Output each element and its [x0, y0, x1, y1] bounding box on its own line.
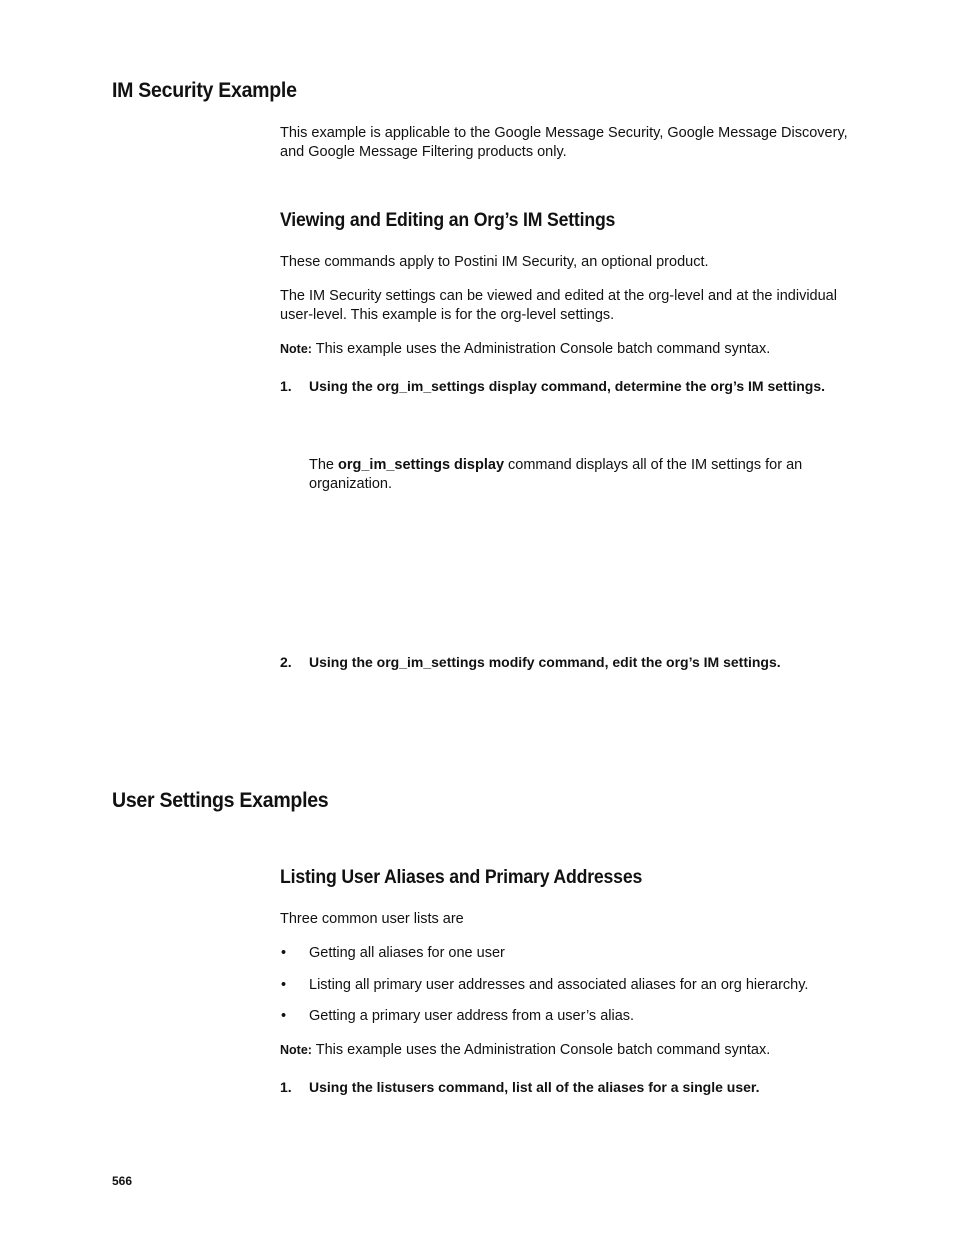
im-para-1: These commands apply to Postini IM Security, an optional product.	[280, 254, 709, 270]
step-text: Using the org_im_settings modify command, edit the org’s IM settings.	[309, 654, 781, 670]
note-text: This example uses the Administration Console batch command syntax.	[311, 1042, 771, 1058]
im-step-2	[280, 653, 850, 673]
page-number: 566	[112, 1174, 133, 1188]
list-item	[280, 976, 860, 996]
user-note	[280, 1041, 850, 1060]
desc-pre: The	[309, 457, 339, 473]
user-step-1	[280, 1078, 850, 1098]
im-step-1	[280, 377, 850, 417]
bullet-icon: •	[281, 1008, 287, 1024]
step-number: 1.	[280, 378, 292, 394]
list-item-text: Getting all aliases for one user	[309, 945, 505, 961]
list-item	[280, 1007, 860, 1027]
desc-post: command displays all of the IM settings for an organization.	[309, 457, 803, 492]
im-para-2: The IM Security settings can be viewed and edited at the org-level and at the individual user-level. This example is for the org-level settings.	[280, 288, 837, 323]
note-label: Note:	[280, 1043, 312, 1057]
section-heading-user-settings: User Settings Examples	[112, 789, 329, 812]
step-number: 1.	[280, 1079, 292, 1095]
user-settings-intro: Three common user lists are	[280, 911, 464, 927]
note-text: This example uses the Administration Console batch command syntax.	[311, 341, 771, 357]
list-item-text: Listing all primary user addresses and associated aliases for an org hierarchy.	[309, 977, 809, 993]
note-label: Note:	[280, 342, 312, 356]
section-heading-im-security: IM Security Example	[112, 79, 297, 102]
step-text: Using the listusers command, list all of the aliases for a single user.	[309, 1079, 760, 1095]
step-number: 2.	[280, 654, 292, 670]
im-note	[280, 340, 850, 359]
step-text: Using the org_im_settings display command, determine the org’s IM settings.	[309, 378, 826, 394]
command-name: org_im_settings display	[338, 457, 505, 473]
bullet-icon: •	[281, 945, 287, 961]
list-item	[280, 944, 860, 964]
im-step-1-description	[309, 456, 849, 494]
subheading-viewing-editing-im: Viewing and Editing an Org’s IM Settings	[280, 210, 616, 231]
list-item-text: Getting a primary user address from a user’s alias.	[309, 1008, 635, 1024]
im-security-intro: This example is applicable to the Google Message Security, Google Message Discovery, and Google Message Filtering products only.	[280, 125, 848, 160]
bullet-icon: •	[281, 977, 287, 993]
subheading-listing-user-aliases: Listing User Aliases and Primary Addresses	[280, 867, 643, 888]
